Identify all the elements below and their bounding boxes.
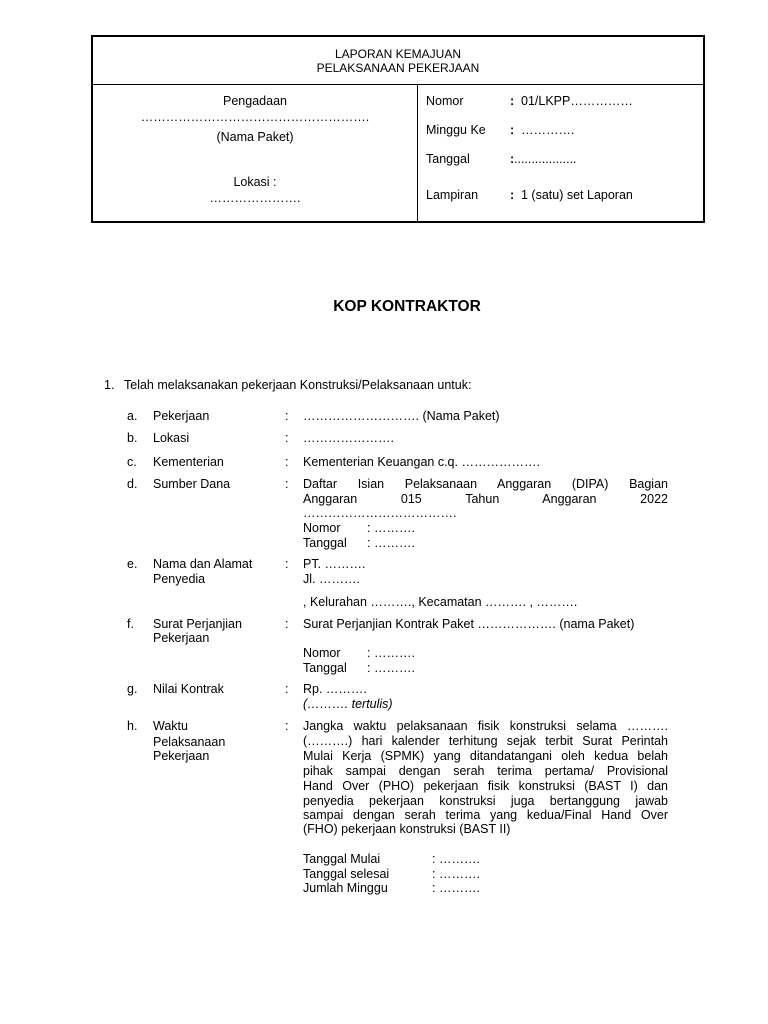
item-c-label: Kementerian bbox=[153, 455, 224, 469]
item-h-line5: Hand Over (PHO) pekerjaan fisik konstruksi (BAST I) dan bbox=[303, 779, 668, 793]
item-h-line8: (FHO) pekerjaan konstruksi (BAST II) bbox=[303, 822, 511, 836]
item-h-selesai-label: Tanggal selesai bbox=[303, 867, 390, 881]
item-h-mulai-label: Tanggal Mulai bbox=[303, 852, 381, 866]
item-c-colon: : bbox=[285, 455, 289, 469]
item-h-line4: pihak sampai dengan serah terima pertama/ Provisional bbox=[303, 764, 668, 778]
item-e-line2: Jl. ………. bbox=[303, 572, 360, 586]
item-h-label-line3: Pekerjaan bbox=[153, 749, 210, 763]
lokasi-dots: …………………. bbox=[209, 191, 301, 205]
item-b-colon: : bbox=[285, 431, 289, 445]
pengadaan-dots: ………………………………………………. bbox=[140, 110, 370, 124]
item-f-label-line1: Surat Perjanjian bbox=[153, 617, 242, 631]
nomor-colon: : bbox=[510, 94, 515, 108]
item-f-tanggal-label: Tanggal bbox=[303, 661, 347, 675]
item-b-label: Lokasi bbox=[153, 431, 190, 445]
lampiran-label: Lampiran bbox=[426, 188, 479, 202]
item-e-letter: e. bbox=[127, 557, 138, 571]
nama-paket-label: (Nama Paket) bbox=[216, 130, 294, 144]
report-title bbox=[93, 37, 703, 85]
item-h-minggu-value: : ………. bbox=[432, 881, 480, 895]
item-f-line1: Surat Perjanjian Kontrak Paket ………………. (nama Paket) bbox=[303, 617, 635, 631]
section-intro: Telah melaksanakan pekerjaan Konstruksi/Pelaksanaan untuk: bbox=[124, 378, 472, 392]
item-a-label: Pekerjaan bbox=[153, 409, 210, 423]
kop-kontraktor-title: KOP KONTRAKTOR bbox=[333, 298, 481, 315]
item-f-letter: f. bbox=[127, 617, 134, 631]
item-f-nomor-label: Nomor bbox=[303, 646, 341, 660]
item-e-label-line1: Nama dan Alamat bbox=[153, 557, 253, 571]
item-g-line1: Rp. ………. bbox=[303, 682, 367, 696]
item-a-colon: : bbox=[285, 409, 289, 423]
section-number: 1. bbox=[104, 378, 115, 392]
item-h-minggu-label: Jumlah Minggu bbox=[303, 881, 388, 895]
item-h-line7: sampai dengan serah terima yang kedua/Final Hand Over bbox=[303, 808, 668, 822]
tanggal-colon: : bbox=[510, 152, 515, 166]
item-g-letter: g. bbox=[127, 682, 138, 696]
item-b-value: …………………. bbox=[303, 431, 394, 445]
minggu-ke-colon: : bbox=[510, 123, 515, 137]
report-header-box bbox=[91, 35, 705, 223]
lampiran-value: 1 (satu) set Laporan bbox=[521, 188, 633, 202]
item-d-nomor-label: Nomor bbox=[303, 521, 341, 535]
item-a-value: ………………………. (Nama Paket) bbox=[303, 409, 500, 423]
item-c-value: Kementerian Keuangan c.q. ………………. bbox=[303, 455, 540, 469]
item-h-colon: : bbox=[285, 719, 289, 733]
item-e-label-line2: Penyedia bbox=[153, 572, 206, 586]
item-h-letter: h. bbox=[127, 719, 138, 733]
item-g-label: Nilai Kontrak bbox=[153, 682, 224, 696]
tanggal-value: .................. bbox=[514, 152, 577, 166]
item-b-letter: b. bbox=[127, 431, 138, 445]
item-e-line3: , Kelurahan ………., Kecamatan ………. , ………. bbox=[303, 595, 578, 609]
item-h-selesai-value: : ………. bbox=[432, 867, 480, 881]
item-h-line1: Jangka waktu pelaksanaan fisik konstruksi selama ………. bbox=[303, 719, 668, 733]
report-title-line2: PELAKSANAAN PEKERJAAN bbox=[316, 61, 480, 75]
item-h-mulai-value: : ………. bbox=[432, 852, 480, 866]
report-title-line1: LAPORAN KEMAJUAN bbox=[334, 47, 462, 61]
nomor-value: 01/LKPP…………… bbox=[521, 94, 633, 108]
tanggal-label: Tanggal bbox=[426, 152, 470, 166]
header-divider bbox=[417, 85, 418, 223]
item-h-line2: (……….) hari kalender terhitung sejak terbit Surat Perintah bbox=[303, 734, 668, 748]
minggu-ke-label: Minggu Ke bbox=[426, 123, 486, 137]
minggu-ke-value: …………. bbox=[521, 123, 575, 137]
item-d-label: Sumber Dana bbox=[153, 477, 231, 491]
item-d-tanggal-label: Tanggal bbox=[303, 536, 347, 550]
item-f-label-line2: Pekerjaan bbox=[153, 631, 210, 645]
item-e-colon: : bbox=[285, 557, 289, 571]
pengadaan-label: Pengadaan bbox=[223, 94, 287, 108]
item-a-letter: a. bbox=[127, 409, 138, 423]
item-h-line6: penyedia pekerjaan konstruksi juga bertanggung jawab bbox=[303, 794, 668, 808]
item-f-nomor-value: : ………. bbox=[367, 646, 415, 660]
item-f-colon: : bbox=[285, 617, 289, 631]
item-h-label-line1: Waktu bbox=[153, 719, 188, 733]
item-d-line3: ………………………………. bbox=[303, 506, 457, 520]
item-e-line1: PT. ………. bbox=[303, 557, 366, 571]
item-h-label-line2: Pelaksanaan bbox=[153, 735, 226, 749]
item-h-line3: Mulai Kerja (SPMK) yang ditandatangani oleh kedua belah bbox=[303, 749, 668, 763]
item-d-line2: Anggaran 015 Tahun Anggaran 2022 bbox=[303, 492, 668, 506]
item-d-colon: : bbox=[285, 477, 289, 491]
item-c-letter: c. bbox=[127, 455, 137, 469]
item-f-tanggal-value: : ………. bbox=[367, 661, 415, 675]
lokasi-label: Lokasi : bbox=[233, 175, 277, 189]
item-d-nomor-value: : ………. bbox=[367, 521, 415, 535]
item-d-tanggal-value: : ………. bbox=[367, 536, 415, 550]
item-g-line2: (………. tertulis) bbox=[303, 697, 393, 711]
item-d-letter: d. bbox=[127, 477, 138, 491]
item-g-colon: : bbox=[285, 682, 289, 696]
item-d-line1: Daftar Isian Pelaksanaan Anggaran (DIPA) Bagian bbox=[303, 477, 668, 491]
lampiran-colon: : bbox=[510, 188, 515, 202]
nomor-label: Nomor bbox=[426, 94, 464, 108]
